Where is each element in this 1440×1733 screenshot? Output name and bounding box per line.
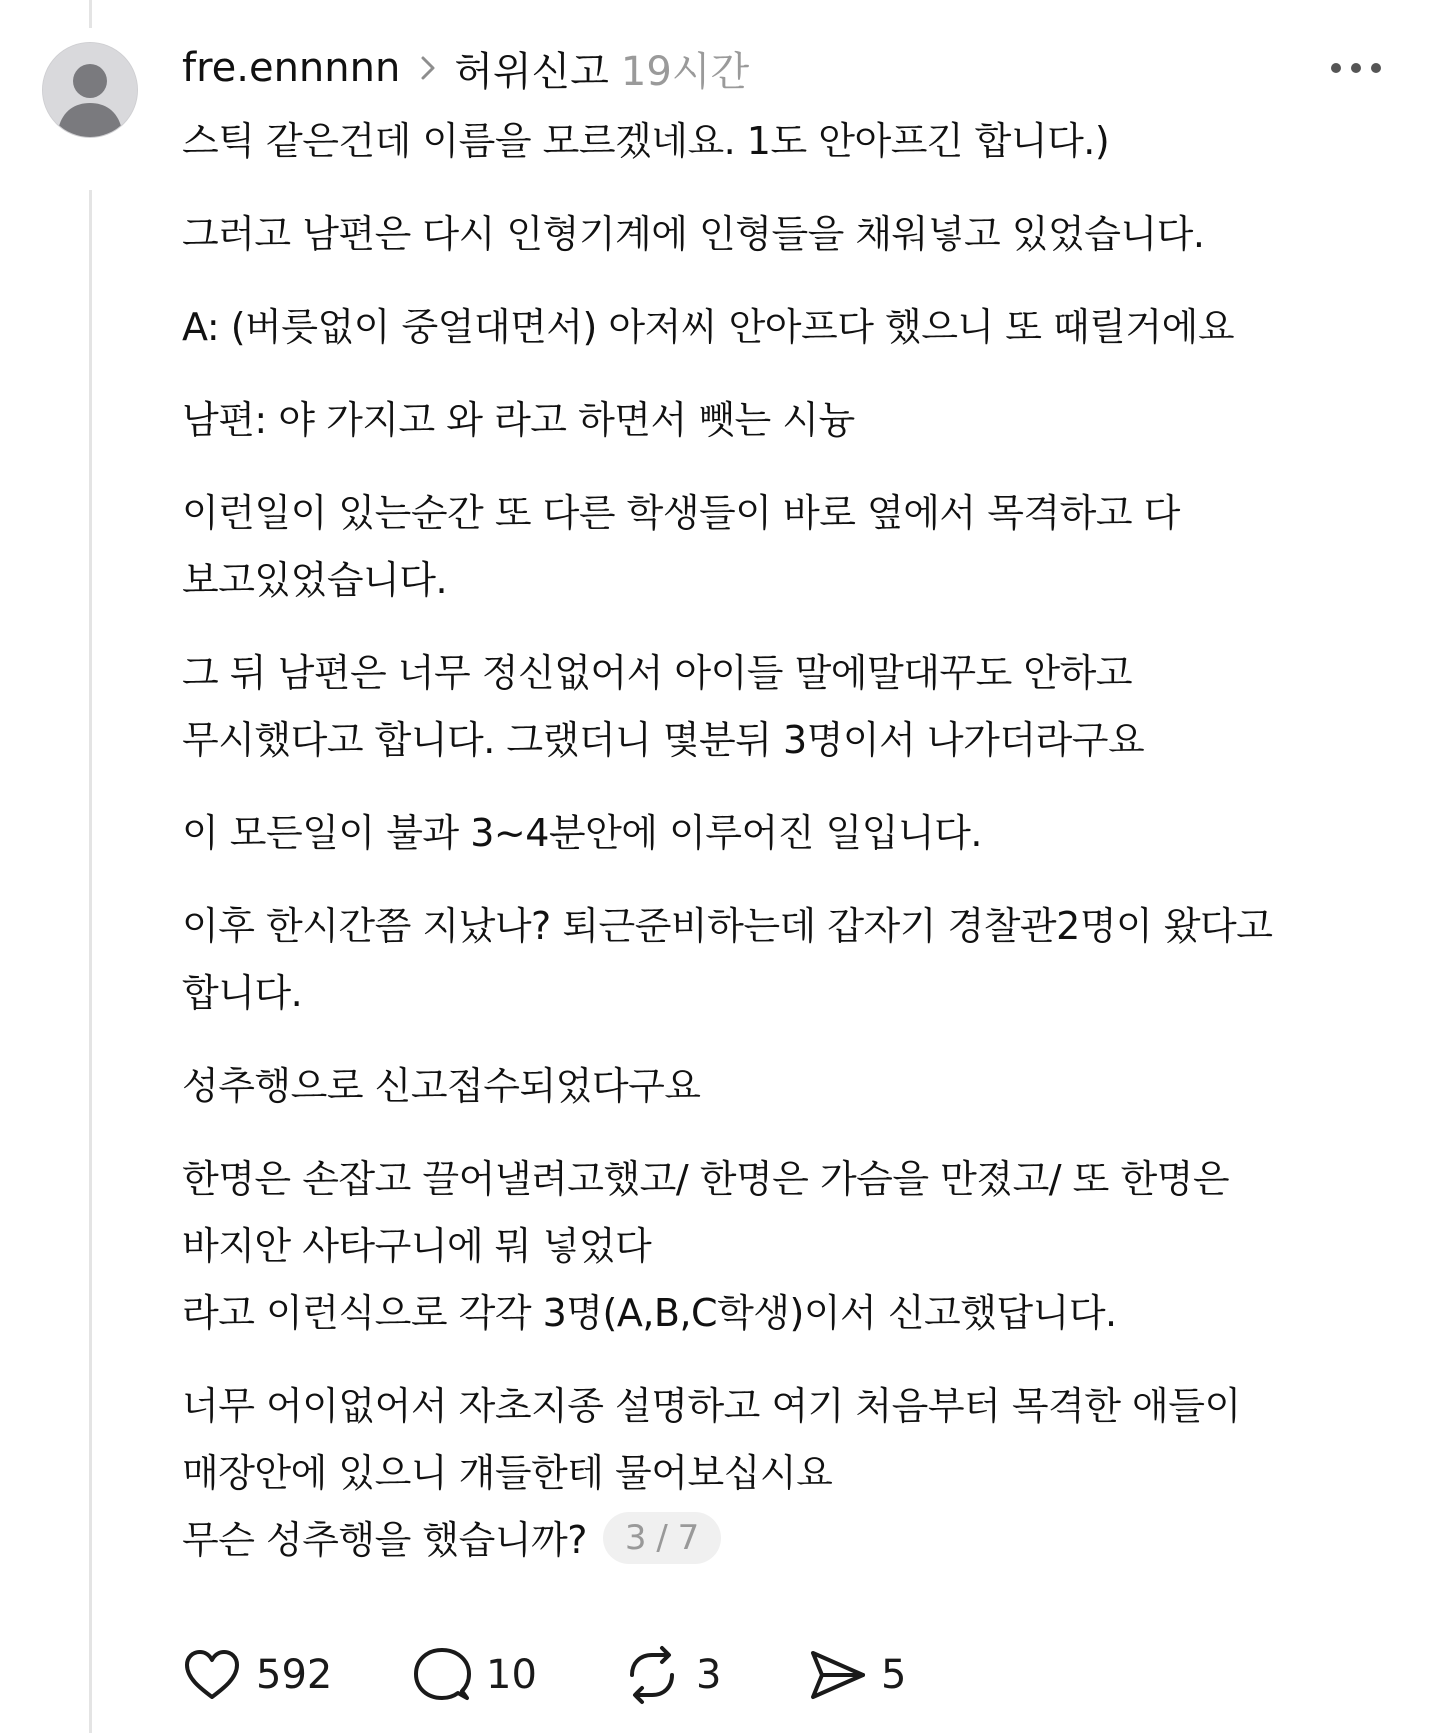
- post-paragraph: 이 모든일이 불과 3~4분안에 이루어진 일입니다.: [182, 811, 982, 855]
- post-paragraph-last: [182, 1373, 1382, 1574]
- thread-line: [89, 0, 92, 1733]
- default-avatar-icon: [43, 43, 137, 137]
- post-paragraph: 그 뒤 남편은 너무 정신없어서 아이들 말에말대꾸도 안하고 무시했다고 합니다. 그랬더니 몇분뒤 3명이서 나가더라구요: [182, 651, 1145, 762]
- more-options-button[interactable]: [1328, 58, 1384, 78]
- reply-count: 10: [486, 1652, 537, 1698]
- post-paragraph: 남편: 야 가지고 와 라고 하면서 뺏는 시늉: [182, 398, 855, 442]
- chevron-right-icon: [420, 55, 436, 81]
- reply-button[interactable]: [412, 1645, 622, 1705]
- action-bar: [182, 1640, 906, 1710]
- like-button[interactable]: [182, 1647, 412, 1703]
- speech-bubble-icon: [412, 1645, 472, 1705]
- post-paragraph: 한명은 손잡고 끌어낼려고했고/ 한명은 가슴을 만졌고/ 또 한명은 바지안 사타구니에 뭐 넣었다 라고 이런식으로 각각 3명(A,B,C학생)이서 신고했답니다.: [182, 1157, 1230, 1335]
- repost-button[interactable]: [622, 1645, 807, 1705]
- more-dots-icon: [1328, 58, 1384, 78]
- share-count: 5: [881, 1652, 907, 1698]
- repost-arrows-icon: [622, 1645, 682, 1705]
- post-paragraph: A: (버릇없이 중얼대면서) 아저씨 안아프다 했으니 또 때릴거에요: [182, 305, 1235, 349]
- post-paragraph: 성추행으로 신고접수되었다구요: [182, 1064, 701, 1108]
- post-body: [182, 108, 1382, 1574]
- post-paragraph: 이후 한시간쯤 지났나? 퇴근준비하는데 갑자기 경찰관2명이 왔다고 합니다.: [182, 904, 1273, 1015]
- repost-count: 3: [696, 1652, 722, 1698]
- like-count: 592: [256, 1652, 333, 1698]
- send-icon: [807, 1645, 867, 1705]
- post-timestamp: 19시간: [620, 48, 750, 95]
- post-paragraph: 그러고 남편은 다시 인형기계에 인형들을 채워넣고 있었습니다.: [182, 212, 1205, 256]
- page-indicator-badge: 3 / 7: [603, 1512, 721, 1564]
- username-link[interactable]: fre.ennnnn: [182, 45, 401, 91]
- post-paragraph-text: 너무 어이없어서 자초지종 설명하고 여기 처음부터 목격한 애들이 매장안에 있으니 걔들한테 물어보십시요 무슨 성추행을 했습니까?: [182, 1384, 1241, 1562]
- post-paragraph: 스틱 같은건데 이름을 모르겠네요. 1도 안아프긴 합니다.): [182, 119, 1110, 163]
- post-paragraph: 이런일이 있는순간 또 다른 학생들이 바로 옆에서 목격하고 다 보고있었습니다.: [182, 491, 1180, 602]
- share-button[interactable]: [807, 1645, 906, 1705]
- avatar[interactable]: [42, 42, 138, 138]
- topic-link[interactable]: 허위신고: [454, 48, 609, 95]
- heart-icon: [182, 1647, 242, 1703]
- post-header: [182, 40, 749, 96]
